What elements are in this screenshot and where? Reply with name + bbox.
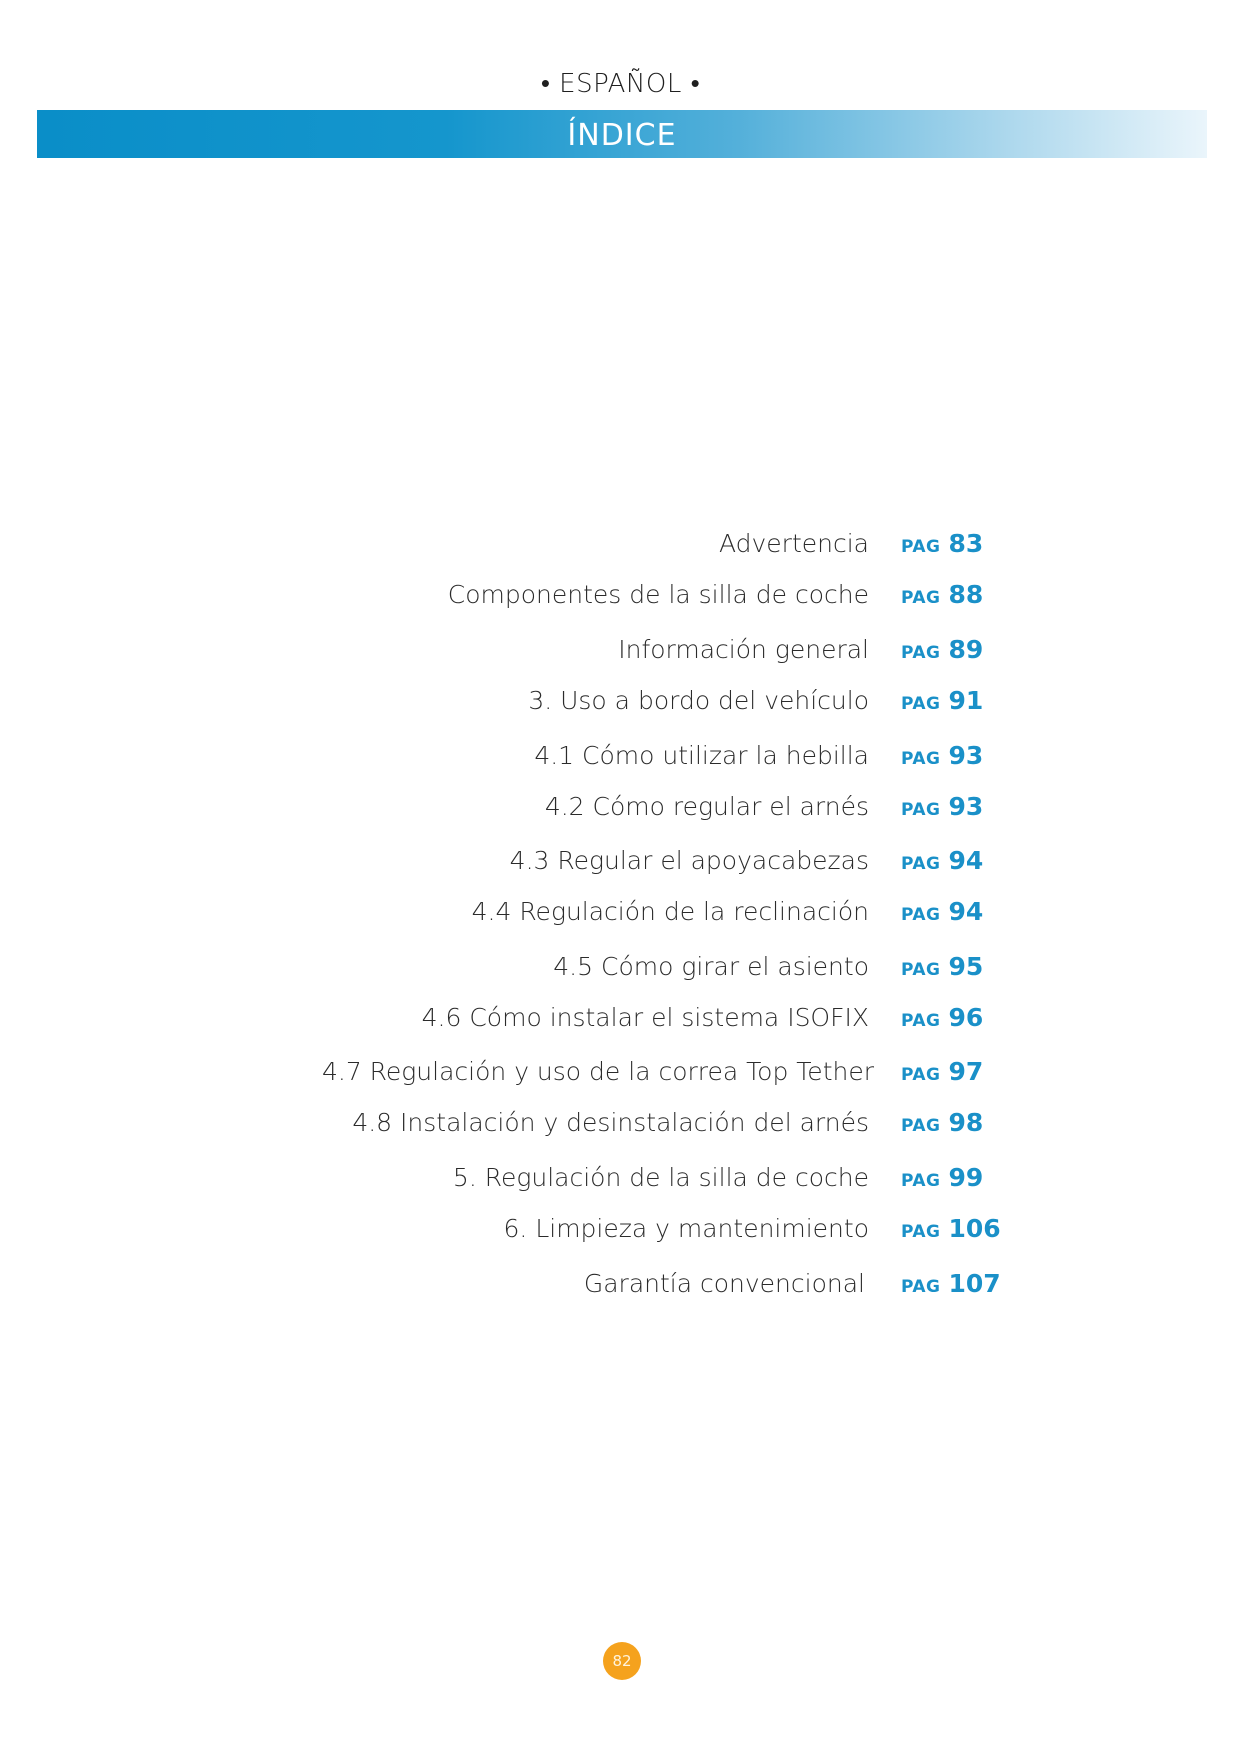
- page-number-value: 93: [948, 792, 984, 821]
- toc-entry-label: Garantía convencional: [583, 1269, 865, 1298]
- page-number-value: 95: [948, 952, 984, 981]
- toc-entry[interactable]: [0, 1099, 1241, 1143]
- pag-word: PAG: [901, 854, 941, 874]
- page-number-value: 94: [948, 897, 984, 926]
- page-number-value: 96: [948, 1003, 984, 1032]
- page-number-badge: 82: [603, 1642, 641, 1680]
- page-number-value: 88: [948, 580, 984, 609]
- toc-entry-page: [901, 792, 983, 821]
- pag-word: PAG: [901, 749, 941, 769]
- toc-entry-label: 4.2 Cómo regular el arnés: [544, 792, 869, 821]
- toc-entry-page: [901, 1269, 1001, 1298]
- page-number-value: 99: [948, 1163, 984, 1192]
- toc-entry-page: [901, 686, 983, 715]
- toc-entry[interactable]: [0, 888, 1241, 932]
- pag-word: PAG: [901, 588, 941, 608]
- page-number-value: 93: [948, 741, 984, 770]
- language-label: • ESPAÑOL •: [540, 69, 701, 99]
- page-title: ÍNDICE: [567, 118, 677, 153]
- toc-entry-page: [901, 1214, 1001, 1243]
- toc-entry-label: 5. Regulación de la silla de coche: [452, 1163, 869, 1192]
- page-number-value: 91: [948, 686, 984, 715]
- pag-word: PAG: [901, 1222, 941, 1242]
- toc-entry-page: [901, 741, 983, 770]
- toc-entry[interactable]: [0, 1048, 1241, 1092]
- toc-entry[interactable]: [0, 783, 1241, 827]
- pag-word: PAG: [901, 1011, 941, 1031]
- toc-entry-label: 4.1 Cómo utilizar la hebilla: [534, 741, 869, 770]
- toc-entry[interactable]: [0, 1154, 1241, 1198]
- toc-entry-page: [901, 897, 983, 926]
- toc-entry[interactable]: [0, 994, 1241, 1038]
- pag-word: PAG: [901, 1171, 941, 1191]
- toc-entry-page: [901, 529, 983, 558]
- page-number-value: 107: [948, 1269, 1001, 1298]
- pag-word: PAG: [901, 800, 941, 820]
- toc-entry-page: [901, 1003, 983, 1032]
- pag-word: PAG: [901, 1277, 941, 1297]
- toc-entry-label: 4.3 Regular el apoyacabezas: [509, 846, 869, 875]
- toc-entry[interactable]: [0, 943, 1241, 987]
- toc-entry-label: 3. Uso a bordo del vehículo: [528, 686, 869, 715]
- toc-entry-page: [901, 635, 983, 664]
- toc-entry-label: 6. Limpieza y mantenimiento: [503, 1214, 869, 1243]
- pag-word: PAG: [901, 537, 941, 557]
- page-number-value: 98: [948, 1108, 984, 1137]
- title-banner: [37, 110, 1207, 158]
- toc-entry[interactable]: [0, 677, 1241, 721]
- toc-entry-label: 4.8 Instalación y desinstalación del arnés: [352, 1108, 869, 1137]
- toc-entry-label: 4.5 Cómo girar el asiento: [553, 952, 869, 981]
- toc-entry-label: 4.7 Regulación y uso de la correa Top Tether: [321, 1057, 874, 1086]
- toc-entry[interactable]: [0, 837, 1241, 881]
- toc-entry-page: [901, 846, 983, 875]
- toc-entry-label: Advertencia: [718, 529, 869, 558]
- toc-entry-page: [901, 580, 983, 609]
- page-number-value: 83: [948, 529, 984, 558]
- toc-entry-page: [901, 952, 983, 981]
- page-number-value: 89: [948, 635, 984, 664]
- page-number-value: 106: [948, 1214, 1001, 1243]
- toc-entry-label: Información general: [618, 635, 869, 664]
- pag-word: PAG: [901, 1065, 941, 1085]
- toc-entry[interactable]: [0, 1260, 1241, 1304]
- toc-entry[interactable]: [0, 626, 1241, 670]
- toc-entry-page: [901, 1163, 983, 1192]
- pag-word: PAG: [901, 694, 941, 714]
- pag-word: PAG: [901, 643, 941, 663]
- pag-word: PAG: [901, 1116, 941, 1136]
- toc-entry[interactable]: [0, 520, 1241, 564]
- page-number-value: 94: [948, 846, 984, 875]
- toc-entry[interactable]: [0, 732, 1241, 776]
- toc-entry[interactable]: [0, 1205, 1241, 1249]
- page-number-value: 97: [948, 1057, 984, 1086]
- toc-entry[interactable]: [0, 571, 1241, 615]
- toc-entry-page: [901, 1057, 983, 1086]
- pag-word: PAG: [901, 905, 941, 925]
- toc-entry-label: 4.6 Cómo instalar el sistema ISOFIX: [421, 1003, 869, 1032]
- pag-word: PAG: [901, 960, 941, 980]
- toc-entry-label: Componentes de la silla de coche: [447, 580, 869, 609]
- toc-entry-label: 4.4 Regulación de la reclinación: [471, 897, 869, 926]
- toc-entry-page: [901, 1108, 983, 1137]
